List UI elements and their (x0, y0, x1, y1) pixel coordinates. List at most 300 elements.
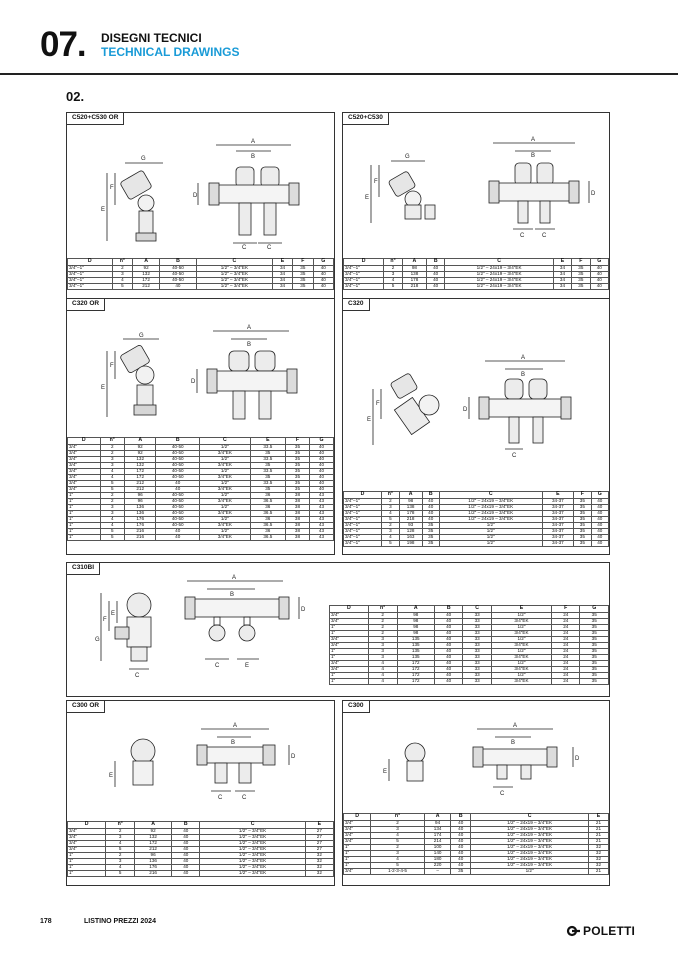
table-header-row (344, 814, 609, 821)
table-cell: 40 (434, 679, 462, 685)
table-cell: 3/4"EK (491, 679, 551, 685)
table-cell: 1-2-3-4-5 (371, 869, 425, 875)
table-cell: 40 (434, 649, 462, 655)
column-header: D (330, 606, 369, 613)
table-cell: 34-37 (542, 529, 574, 535)
table-cell: 1/2" (200, 493, 251, 499)
table-cell: 3/4" (330, 643, 369, 649)
table-cell: 1/2" (200, 469, 251, 475)
table-cell: 40 (591, 511, 608, 517)
column-header: D (344, 814, 371, 821)
table-cell: 5 (100, 535, 124, 541)
table-cell: 5 (112, 284, 133, 290)
table-cell: 3 (368, 655, 397, 661)
table-cell: 4 (382, 535, 400, 541)
table-cell: 35 (293, 278, 313, 284)
table-cell: 1/2" (439, 535, 542, 541)
table-cell: 32 (588, 857, 608, 863)
table-cell: 3/4"–1" (68, 266, 113, 272)
table-cell: 5 (382, 517, 400, 523)
table-cell: 40 (309, 475, 333, 481)
table-cell: 40 (172, 859, 200, 865)
table-cell: 40 (591, 505, 608, 511)
table-cell: 21 (588, 833, 608, 839)
table-cell: 212 (133, 284, 160, 290)
table-cell: 38 (285, 499, 309, 505)
table-cell: 96 (124, 493, 156, 499)
table-cell: 3 (368, 649, 397, 655)
table-cell: 2 (100, 499, 124, 505)
table-cell: 24 (552, 655, 580, 661)
table-cell: 34-37 (542, 523, 574, 529)
table-cell: 5 (100, 487, 124, 493)
poletti-logo-icon (566, 925, 581, 937)
table-cell: 2 (368, 613, 397, 619)
column-header: C (439, 492, 542, 499)
table-cell: 1" (68, 535, 101, 541)
table-cell: 40 (427, 284, 445, 290)
table-cell: 36.5 (250, 523, 285, 529)
table-cell: 35 (572, 284, 590, 290)
table-cell: 35 (250, 475, 285, 481)
table-cell: 1/2" – 24x19 – 3/4"EK (439, 517, 542, 523)
table-cell: 2 (368, 619, 397, 625)
table-cell: 4 (371, 857, 425, 863)
table-cell: 1/2" – 24x19 – 3/4"EK (471, 833, 589, 839)
table-cell: 93 (399, 523, 422, 529)
table-cell: 35 (285, 445, 309, 451)
table-cell: 3/4"–1" (68, 272, 113, 278)
table-cell: 3/4"–1" (344, 523, 382, 529)
dim-label-e: E (365, 195, 370, 201)
table-cell: 33 (463, 637, 491, 643)
dim-label-d: D (591, 191, 596, 197)
table-cell: 35 (572, 278, 590, 284)
table-cell: 34 (553, 266, 571, 272)
table-cell: 136 (124, 511, 156, 517)
table-cell: 3/4"EK (200, 463, 251, 469)
dim-label-b: B (247, 342, 252, 348)
dim-label-b: B (531, 153, 536, 159)
table-cell: 3 (371, 827, 425, 833)
table-cell: 34-37 (542, 511, 574, 517)
technical-drawing (365, 135, 605, 255)
table-cell: 35 (580, 649, 609, 655)
table-cell: 1/2" (200, 445, 251, 451)
column-header: D (68, 822, 106, 829)
table-cell: 3/4"EK (200, 511, 251, 517)
table-cell: 38 (285, 511, 309, 517)
table-cell: 40-50 (159, 266, 196, 272)
dim-label-d: D (291, 754, 296, 760)
table-cell: 34-37 (542, 499, 574, 505)
table-cell: 1" (68, 517, 101, 523)
table-row (68, 871, 334, 877)
table-cell: 43 (309, 493, 333, 499)
brand-logo (566, 924, 635, 938)
dim-label-e: E (101, 207, 106, 213)
table-cell: 40 (434, 631, 462, 637)
table-cell: 27 (305, 829, 333, 835)
table-cell: 35 (580, 667, 609, 673)
table-cell: 40 (434, 643, 462, 649)
table-cell: 3 (112, 272, 133, 278)
table-cell: 3/4"EK (200, 451, 251, 457)
table-cell: 40 (309, 451, 333, 457)
table-cell: 180 (424, 857, 450, 863)
column-header: C (200, 822, 305, 829)
table-cell: 35 (580, 679, 609, 685)
table-cell: 216 (124, 529, 156, 535)
table-cell: 1/2" – 3/4"EK (200, 841, 305, 847)
chapter-title-it: DISEGNI TECNICI (101, 31, 202, 45)
table-cell: 33.5 (250, 469, 285, 475)
table-cell: 40-50 (156, 505, 200, 511)
table-cell: 35 (580, 619, 609, 625)
dim-label-d: D (191, 379, 196, 385)
table-cell: 33 (463, 679, 491, 685)
table-cell: 138 (399, 505, 422, 511)
table-cell: 40 (591, 499, 608, 505)
table-cell: 32 (305, 871, 333, 877)
table-cell: 35 (285, 481, 309, 487)
table-cell: 24 (552, 643, 580, 649)
table-cell: 96 (124, 499, 156, 505)
table-cell: 40 (590, 284, 608, 290)
table-cell: 43 (309, 529, 333, 535)
column-header: E (588, 814, 608, 821)
table-cell: 1" (330, 649, 369, 655)
table-cell: 3/4" (68, 457, 101, 463)
table-cell: 4 (371, 833, 425, 839)
table-cell: 3 (371, 851, 425, 857)
column-header: A (135, 822, 172, 829)
table-cell: 43 (309, 505, 333, 511)
table-cell: 1/2" (200, 505, 251, 511)
dim-label-a: A (521, 355, 526, 361)
table-row (344, 284, 609, 290)
table-cell: 3/4"–1" (344, 266, 384, 272)
table-cell: 35 (574, 541, 591, 547)
column-header: E (553, 259, 571, 266)
column-header: n° (384, 259, 403, 266)
table-cell: – (424, 869, 450, 875)
table-cell: 3/4"EK (491, 655, 551, 661)
panel-title: C320 (343, 299, 370, 311)
dimensions-table (67, 437, 334, 541)
table-cell: 1/2" (491, 673, 551, 679)
table-cell: 92 (135, 829, 172, 835)
table-cell: 4 (368, 667, 397, 673)
table-cell: 40 (309, 487, 333, 493)
table-cell: 34 (272, 284, 292, 290)
column-header: n° (382, 492, 400, 499)
dim-label-e: E (101, 385, 106, 391)
dim-label-f: F (103, 617, 107, 623)
table-cell: 3/4"EK (200, 535, 251, 541)
table-cell: 40-50 (156, 517, 200, 523)
table-row (68, 284, 334, 290)
table-cell: 35 (293, 266, 313, 272)
table-cell: 1" (68, 493, 101, 499)
panel-title: C300 (343, 701, 370, 713)
table-cell: 1/2" – 3/4"EK (200, 847, 305, 853)
column-header: B (156, 438, 200, 445)
panel-c520-c530-or (66, 112, 335, 299)
table-cell: 132 (124, 457, 156, 463)
column-header: E (491, 606, 551, 613)
table-cell: 36 (250, 505, 285, 511)
column-header: n° (371, 814, 425, 821)
table-cell: 3 (100, 457, 124, 463)
table-cell: 5 (371, 863, 425, 869)
table-cell: 1" (68, 865, 106, 871)
table-cell: 176 (124, 517, 156, 523)
table-cell: 2 (371, 845, 425, 851)
table-cell: 135 (397, 649, 434, 655)
table-cell: 135 (397, 643, 434, 649)
table-cell: 220 (424, 863, 450, 869)
table-cell: 35 (250, 487, 285, 493)
table-cell: 40-50 (159, 278, 196, 284)
dim-label-c: C (542, 233, 547, 239)
table-cell: 33.5 (250, 445, 285, 451)
table-cell: 3/4" (68, 829, 106, 835)
table-cell: 27 (305, 841, 333, 847)
table-cell: 24 (552, 667, 580, 673)
table-cell: 40-50 (159, 272, 196, 278)
column-header: G (590, 259, 608, 266)
table-cell: 40 (451, 827, 471, 833)
table-cell: 3/4"EK (491, 619, 551, 625)
table-cell: 38 (285, 493, 309, 499)
table-cell: 1" (344, 851, 371, 857)
table-cell: 40 (309, 445, 333, 451)
column-header: A (424, 814, 450, 821)
dim-label-g: G (139, 333, 144, 339)
table-cell: 134 (424, 827, 450, 833)
table-cell: 35 (580, 673, 609, 679)
table-cell: 4 (106, 865, 135, 871)
table-cell: 36.5 (250, 511, 285, 517)
table-cell: 33 (463, 613, 491, 619)
table-cell: 1/2" (471, 869, 589, 875)
table-cell: 43 (309, 535, 333, 541)
table-cell: 1/2" – 24x19 – 3/4"EK (471, 851, 589, 857)
column-header: B (427, 259, 445, 266)
dim-label-b: B (251, 154, 256, 160)
dim-label-g: G (405, 154, 410, 160)
column-header: F (574, 492, 591, 499)
table-cell: 40-50 (156, 457, 200, 463)
table-cell: 1/2" (491, 625, 551, 631)
table-cell: 38 (285, 529, 309, 535)
table-cell: 5 (371, 839, 425, 845)
table-cell: 1/2" (439, 541, 542, 547)
dim-label-d: D (301, 607, 306, 613)
table-cell: 1/2" – 3/4"EK (200, 859, 305, 865)
dim-label-e: E (383, 769, 388, 775)
table-cell: 3/4" (330, 619, 369, 625)
table-cell: 216 (135, 871, 172, 877)
table-cell: 1/2" – 3/4"EK (200, 871, 305, 877)
table-cell: 3/4" (68, 469, 101, 475)
table-cell: 1/2" (200, 529, 251, 535)
table-cell: 40 (434, 619, 462, 625)
table-cell: 2 (368, 625, 397, 631)
table-cell: 35 (580, 613, 609, 619)
table-cell: 24 (552, 619, 580, 625)
table-cell: 35 (451, 869, 471, 875)
footer-title: LISTINO PREZZI 2024 (84, 918, 156, 925)
column-header: C (463, 606, 491, 613)
table-cell: 3/4" (330, 637, 369, 643)
technical-drawing (365, 349, 605, 479)
column-header: F (552, 606, 580, 613)
table-cell: 1/2" (491, 661, 551, 667)
table-cell: 40 (451, 851, 471, 857)
table-cell: 5 (384, 284, 403, 290)
table-cell: 5 (100, 481, 124, 487)
table-cell: 35 (422, 529, 439, 535)
table-cell: 1/2" – 3/4"EK (200, 835, 305, 841)
panel-c300 (342, 700, 610, 886)
table-cell: 3 (100, 505, 124, 511)
table-cell: 3/4" (68, 847, 106, 853)
dim-label-g: G (141, 156, 146, 162)
table-cell: 1/2" – 24x19 – 3/4"EK (439, 511, 542, 517)
table-cell: 212 (124, 487, 156, 493)
table-cell: 40 (591, 541, 608, 547)
table-cell: 5 (100, 529, 124, 535)
table-cell: 3/4"–1" (344, 535, 382, 541)
panel-title: C520+C530 (343, 113, 389, 125)
table-cell: 21 (588, 821, 608, 827)
table-cell: 40 (591, 529, 608, 535)
table-cell: 132 (135, 835, 172, 841)
table-cell: 3/4"–1" (344, 529, 382, 535)
table-cell: 1/2" – 24x19 – 3/4"EK (445, 266, 553, 272)
dim-label-b: B (230, 592, 235, 598)
table-cell: 32 (305, 865, 333, 871)
table-cell: 163 (399, 535, 422, 541)
table-cell: 3/4" (344, 827, 371, 833)
table-cell: 1/2" – 3/4"EK (196, 278, 272, 284)
table-cell: 96 (135, 853, 172, 859)
table-cell: 3/4" (68, 841, 106, 847)
column-header: G (313, 259, 333, 266)
table-header-row (68, 438, 334, 445)
table-cell: 3/4"EK (491, 667, 551, 673)
table-cell: 3 (384, 272, 403, 278)
table-cell: 36 (250, 517, 285, 523)
table-cell: 1" (68, 499, 101, 505)
dim-label-a: A (232, 575, 237, 581)
table-cell: 3 (368, 637, 397, 643)
dim-label-c: C (520, 233, 525, 239)
column-header: F (285, 438, 309, 445)
table-cell: 3/4" (344, 821, 371, 827)
table-cell: 1" (330, 673, 369, 679)
table-cell: 40 (309, 457, 333, 463)
table-cell: 132 (124, 463, 156, 469)
table-cell: 40 (309, 469, 333, 475)
table-header-row (68, 259, 334, 266)
table-cell: 1" (330, 679, 369, 685)
table-cell: 3/4" (330, 667, 369, 673)
table-cell: 40-50 (156, 493, 200, 499)
table-cell: 3 (368, 643, 397, 649)
chapter-title-en: TECHNICAL DRAWINGS (101, 45, 240, 59)
table-cell: 35 (422, 523, 439, 529)
table-row (344, 869, 609, 875)
dim-label-f: F (110, 185, 114, 191)
table-cell: 1/2" – 24x19 – 3/4"EK (471, 863, 589, 869)
table-cell: 135 (397, 655, 434, 661)
table-cell: 34 (272, 266, 292, 272)
chapter-number: 07. (40, 25, 86, 64)
table-cell: 40 (451, 863, 471, 869)
column-header: D (344, 492, 382, 499)
table-cell: 4 (384, 278, 403, 284)
table-cell: 3/4"–1" (68, 284, 113, 290)
table-cell: 3/4" (68, 451, 101, 457)
table-cell: 40 (172, 853, 200, 859)
table-cell: 1/2" (491, 637, 551, 643)
table-cell: 1/2" (200, 457, 251, 463)
table-cell: 35 (285, 463, 309, 469)
table-cell: 40-50 (156, 463, 200, 469)
dim-label-c: C (512, 453, 517, 459)
table-cell: 2 (106, 829, 135, 835)
table-cell: 33 (463, 667, 491, 673)
table-cell: 2 (100, 445, 124, 451)
table-cell: 35 (293, 272, 313, 278)
table-cell: 174 (424, 833, 450, 839)
table-cell: 2 (112, 266, 133, 272)
table-cell: 3/4"–1" (344, 517, 382, 523)
table-cell: 98 (397, 631, 434, 637)
table-cell: 3/4" (68, 835, 106, 841)
column-header: F (572, 259, 590, 266)
table-cell: 172 (397, 679, 434, 685)
table-cell: 40 (313, 272, 333, 278)
dim-label-b: B (521, 372, 526, 378)
panel-c300-or (66, 700, 335, 886)
table-cell: 33 (463, 673, 491, 679)
table-cell: 132 (133, 272, 160, 278)
table-cell: 4 (100, 523, 124, 529)
table-cell: 40 (591, 535, 608, 541)
dim-label-c: C (218, 795, 223, 801)
table-cell: 35 (574, 529, 591, 535)
table-cell: 3/4" (68, 481, 101, 487)
table-cell: 24 (552, 631, 580, 637)
dim-label-e: E (245, 663, 250, 669)
dim-label-c: C (135, 673, 140, 679)
table-cell: 1" (330, 655, 369, 661)
column-header: A (133, 259, 160, 266)
table-cell: 35 (580, 637, 609, 643)
table-cell: 40 (590, 272, 608, 278)
table-cell: 216 (124, 535, 156, 541)
table-cell: 3/4"–1" (344, 541, 382, 547)
technical-drawing (373, 717, 603, 817)
table-cell: 176 (135, 865, 172, 871)
table-cell: 1" (68, 871, 106, 877)
table-cell: 34 (553, 272, 571, 278)
table-cell: 33 (463, 655, 491, 661)
